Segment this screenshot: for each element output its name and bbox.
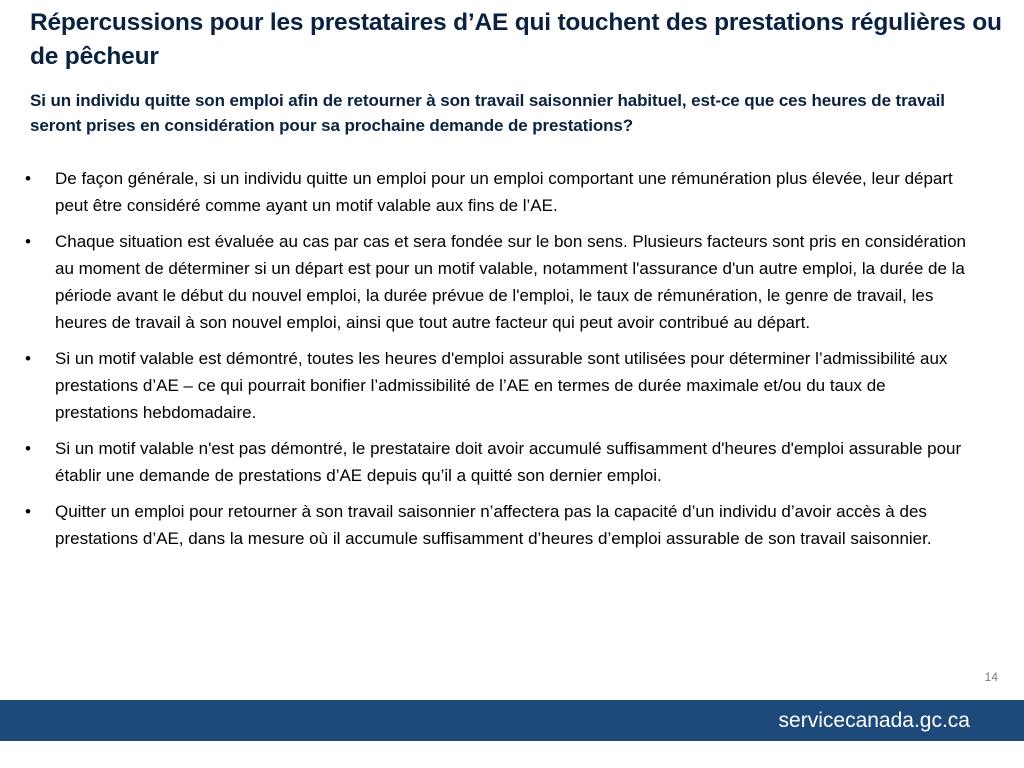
bullet-text: De façon générale, si un individu quitte un emploi pour un emploi comportant une rémunération plus élevée, leur départ peut être considéré comme ayant un motif valable aux fins de l’AE. <box>55 169 953 215</box>
bullet-list <box>0 165 1000 561</box>
list-item <box>0 228 1000 336</box>
list-item <box>0 435 1000 489</box>
list-item <box>0 498 1000 552</box>
bullet-text: Si un motif valable n'est pas démontré, le prestataire doit avoir accumulé suffisamment d'heures d'emploi assurable pour établir une demande de prestations d’AE depuis qu’il a quitté son dernier emploi. <box>55 439 962 485</box>
footer-url: servicecanada.gc.ca <box>778 709 970 732</box>
bullet-text: Si un motif valable est démontré, toutes les heures d'emploi assurable sont utilisées pour déterminer l’admissibilité aux prestations d’AE – ce qui pourrait bonifier l’admissibilité de l’AE en termes de durée maximale et/ou du taux de prestations hebdomadaire. <box>55 349 948 422</box>
footer-bar <box>0 700 1024 741</box>
bullet-icon: • <box>25 232 31 251</box>
bullet-text: Chaque situation est évaluée au cas par cas et sera fondée sur le bon sens. Plusieurs facteurs sont pris en considération au moment de déterminer si un départ est pour un motif valable, notamment l'assurance d'un autre emploi, la durée de la période avant le début du nouvel emploi, la durée prévue de l'emploi, le taux de rémunération, le genre de travail, les heures de travail à son nouvel emploi, ainsi que tout autre facteur qui peut avoir contribué au départ. <box>55 232 966 332</box>
bullet-icon: • <box>25 169 31 188</box>
bullet-text: Quitter un emploi pour retourner à son travail saisonnier n’affectera pas la capacité d’un individu d’avoir accès à des prestations d’AE, dans la mesure où il accumule suffisamment d’heures d’emploi assurable de son travail saisonnier. <box>55 502 932 548</box>
bullet-icon: • <box>25 439 31 458</box>
slide-title: Répercussions pour les prestataires d’AE qui touchent des prestations régulières ou de pêcheur <box>30 9 1002 70</box>
bullet-icon: • <box>25 349 31 368</box>
slide-subtitle: Si un individu quitte son emploi afin de retourner à son travail saisonnier habituel, est-ce que ces heures de travail seront prises en considération pour sa prochaine demande de prestations? <box>30 91 945 135</box>
bullet-icon: • <box>25 502 31 521</box>
list-item <box>0 165 1000 219</box>
page-number: 14 <box>984 670 998 684</box>
list-item <box>0 345 1000 426</box>
